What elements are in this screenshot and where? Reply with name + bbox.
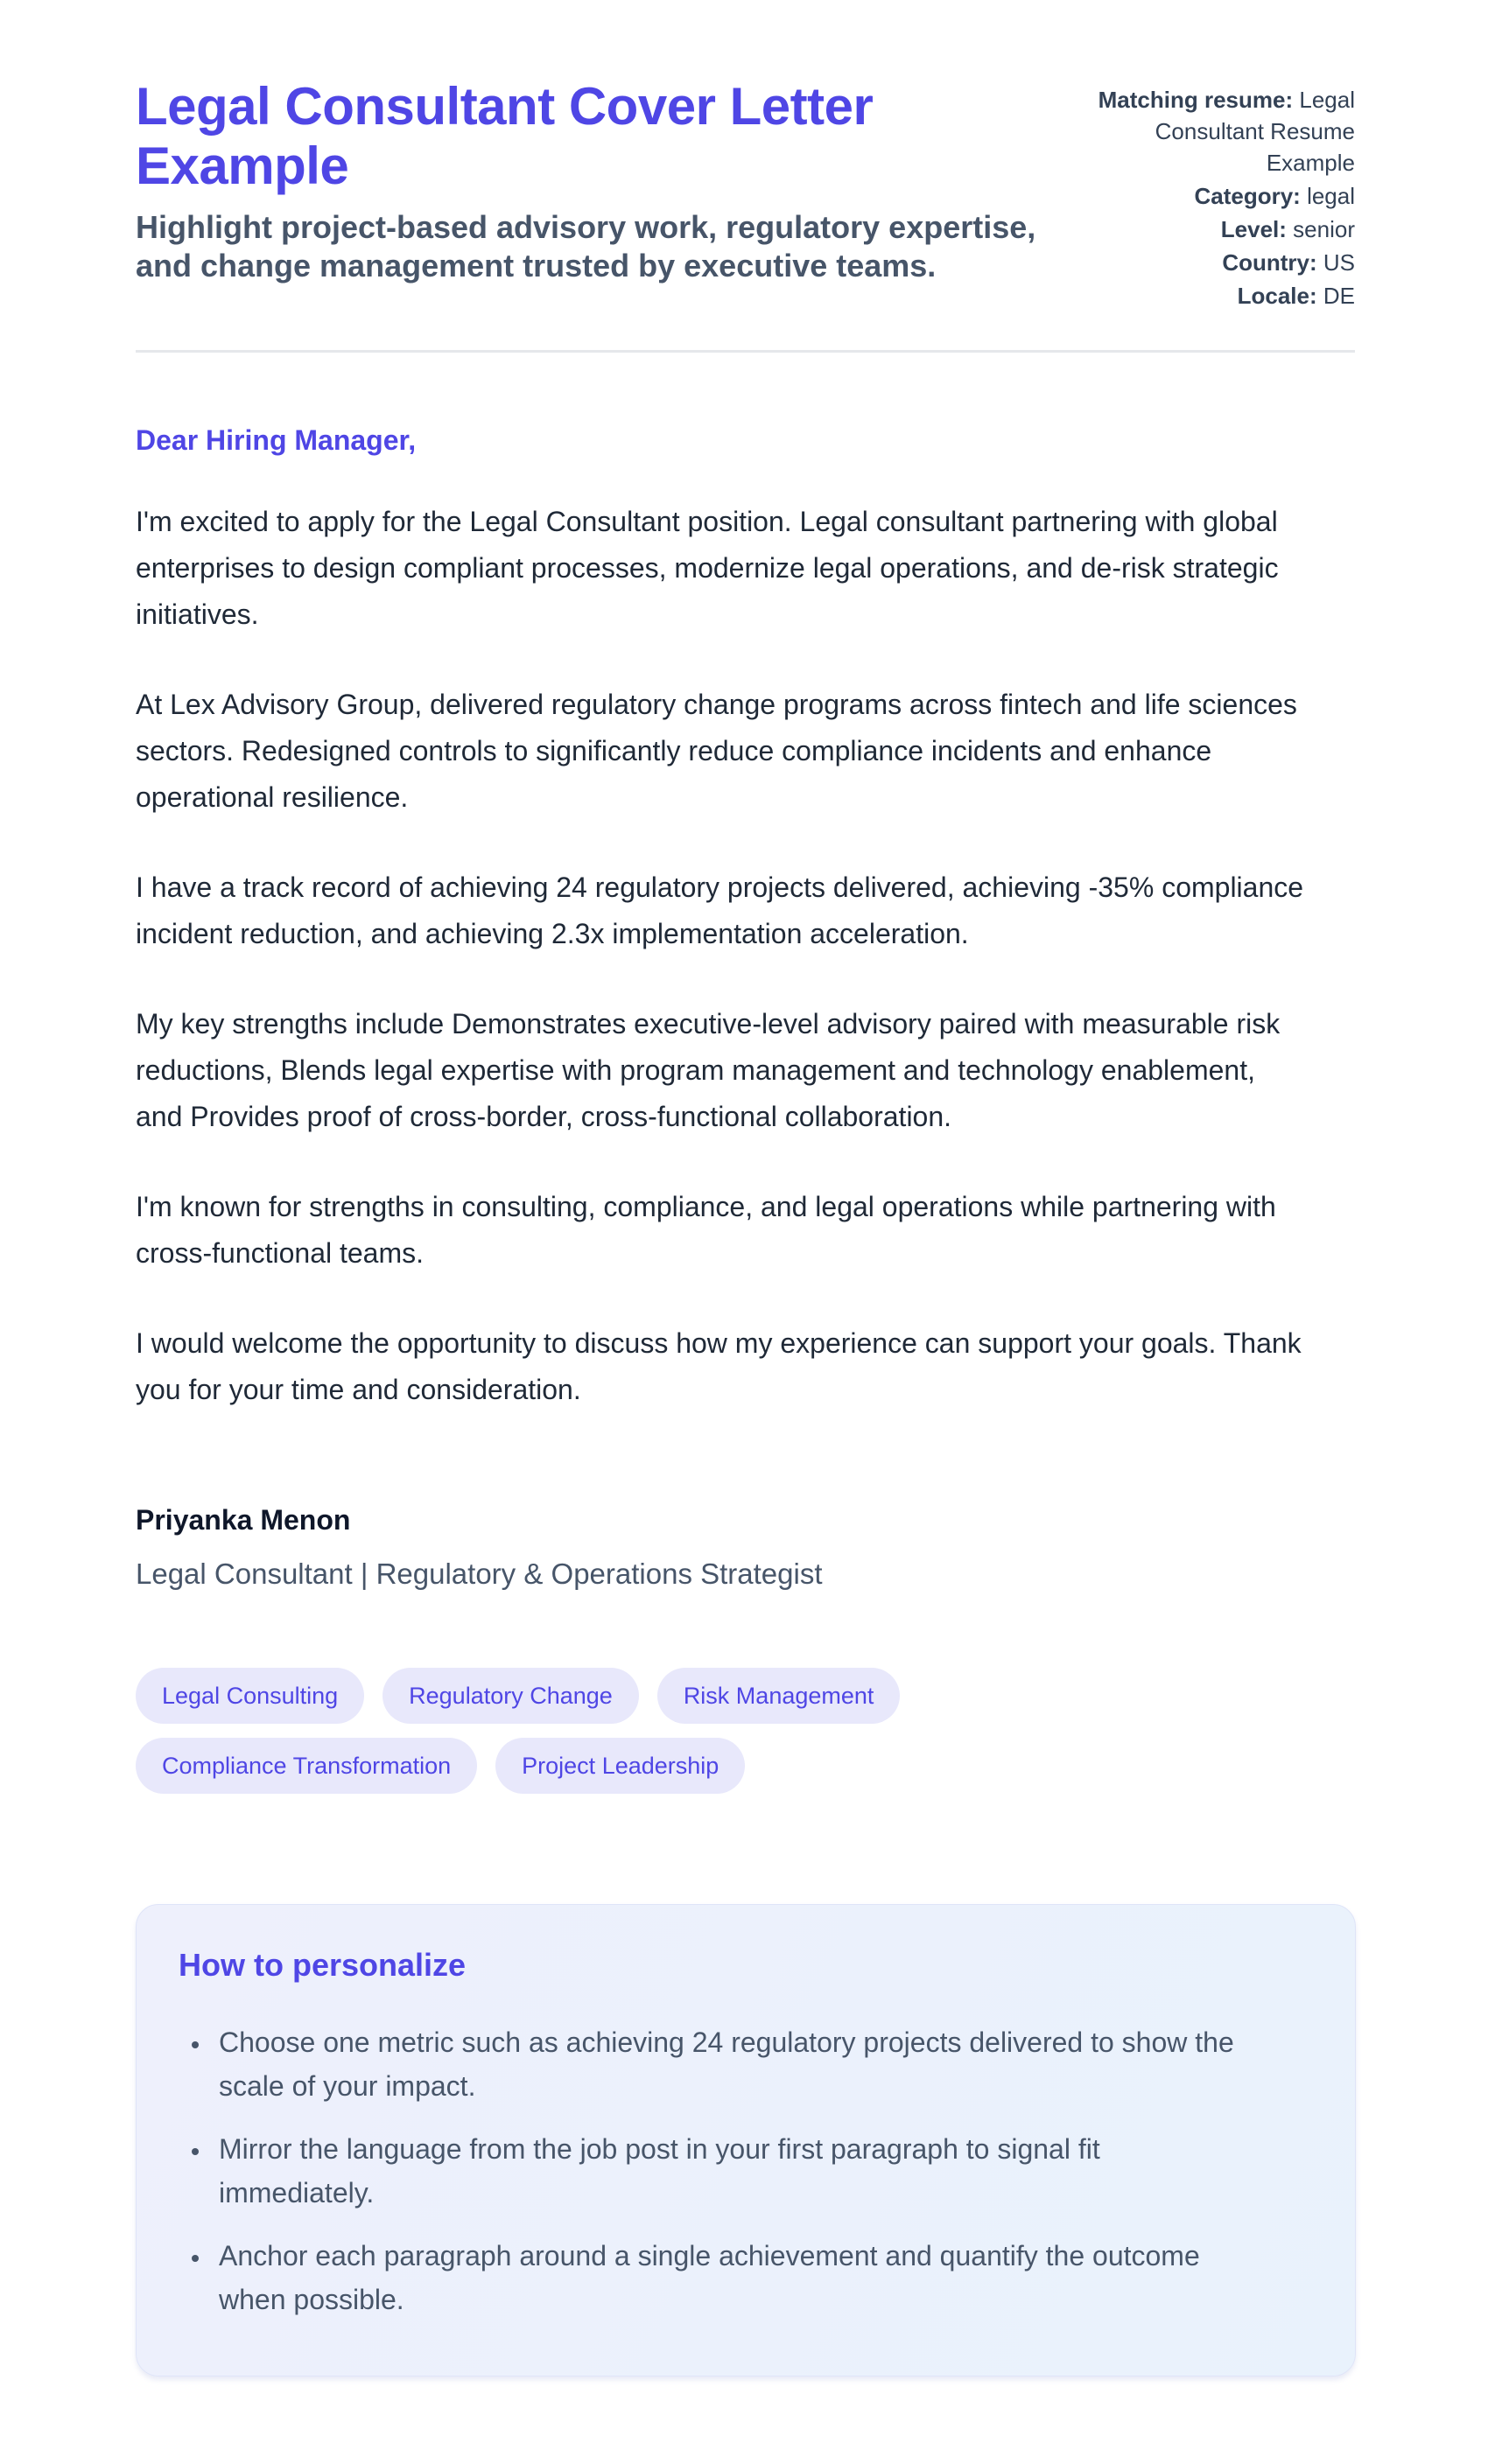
letter-paragraph: I have a track record of achieving 24 regulatory projects delivered, achieving -35% compliance incident reduction, and achieving 2.3x implementation acceleration. (136, 872, 1304, 949)
meta-label: Category: (1194, 183, 1301, 209)
header (136, 77, 1355, 313)
resume-meta-panel (1092, 77, 1355, 313)
tips-list (179, 2020, 1311, 2321)
meta-value: Legal Consultant Resume Example (1155, 87, 1355, 176)
header-divider (136, 350, 1355, 353)
tag-project-leadership[interactable]: Project Leadership (495, 1738, 745, 1794)
meta-row-category (1092, 180, 1355, 212)
letter-body (136, 424, 1355, 1591)
meta-label: Level: (1220, 216, 1287, 242)
page-subtitle: Highlight project-based advisory work, regulatory expertise, and change management trusted by executive teams. (136, 208, 1036, 284)
tag-list (136, 1668, 1230, 1794)
header-title-block (136, 77, 1063, 284)
salutation: Dear Hiring Manager, (136, 424, 417, 456)
letter-paragraph: I'm excited to apply for the Legal Consultant position. Legal consultant partnering with global enterprises to design compliant processes, modernize legal operations, and de-risk strategic initiatives. (136, 506, 1279, 630)
meta-row-country (1092, 247, 1355, 278)
letter-paragraph: At Lex Advisory Group, delivered regulatory change programs across fintech and life sciences sectors. Redesigned controls to significantly reduce compliance incidents and enhance operational resilience. (136, 689, 1297, 813)
tag-regulatory-change[interactable]: Regulatory Change (383, 1668, 639, 1724)
tag-risk-management[interactable]: Risk Management (657, 1668, 901, 1724)
meta-label: Country: (1222, 249, 1317, 276)
letter-paragraph: I would welcome the opportunity to discuss how my experience can support your goals. Thank you for your time and consideration. (136, 1327, 1302, 1405)
meta-row-level (1092, 214, 1355, 245)
meta-row-locale (1092, 280, 1355, 312)
personalize-callout (136, 1904, 1356, 2376)
tag-legal-consulting[interactable]: Legal Consulting (136, 1668, 364, 1724)
meta-value: US (1323, 249, 1355, 276)
tip-item: • Anchor each paragraph around a single achievement and quantify the outcome when possible. (212, 2234, 1262, 2321)
letter-paragraph: My key strengths include Demonstrates executive-level advisory paired with measurable risk reductions, Blends legal expertise with program management and technology enablement, and Provides proof of cross-border, cross-functional collaboration. (136, 1008, 1281, 1132)
meta-row-matching-resume (1092, 84, 1355, 178)
page-title: Legal Consultant Cover Letter Example (136, 77, 874, 195)
signature-role: Legal Consultant | Regulatory & Operations Strategist (136, 1558, 823, 1590)
tag-compliance-transformation[interactable]: Compliance Transformation (136, 1738, 477, 1794)
tip-item: • Mirror the language from the job post in your first paragraph to signal fit immediately. (212, 2127, 1262, 2215)
meta-value: legal (1307, 183, 1355, 209)
meta-value: senior (1293, 216, 1355, 242)
callout-title: How to personalize (179, 1947, 467, 1983)
meta-label: Matching resume: (1098, 87, 1294, 113)
meta-value: DE (1323, 283, 1355, 309)
meta-label: Locale: (1237, 283, 1317, 309)
signature-name: Priyanka Menon (136, 1504, 351, 1536)
letter-paragraph: I'm known for strengths in consulting, compliance, and legal operations while partnering with cross-functional teams. (136, 1191, 1276, 1269)
tip-item: • Choose one metric such as achieving 24 regulatory projects delivered to show the scale of your impact. (212, 2020, 1262, 2108)
